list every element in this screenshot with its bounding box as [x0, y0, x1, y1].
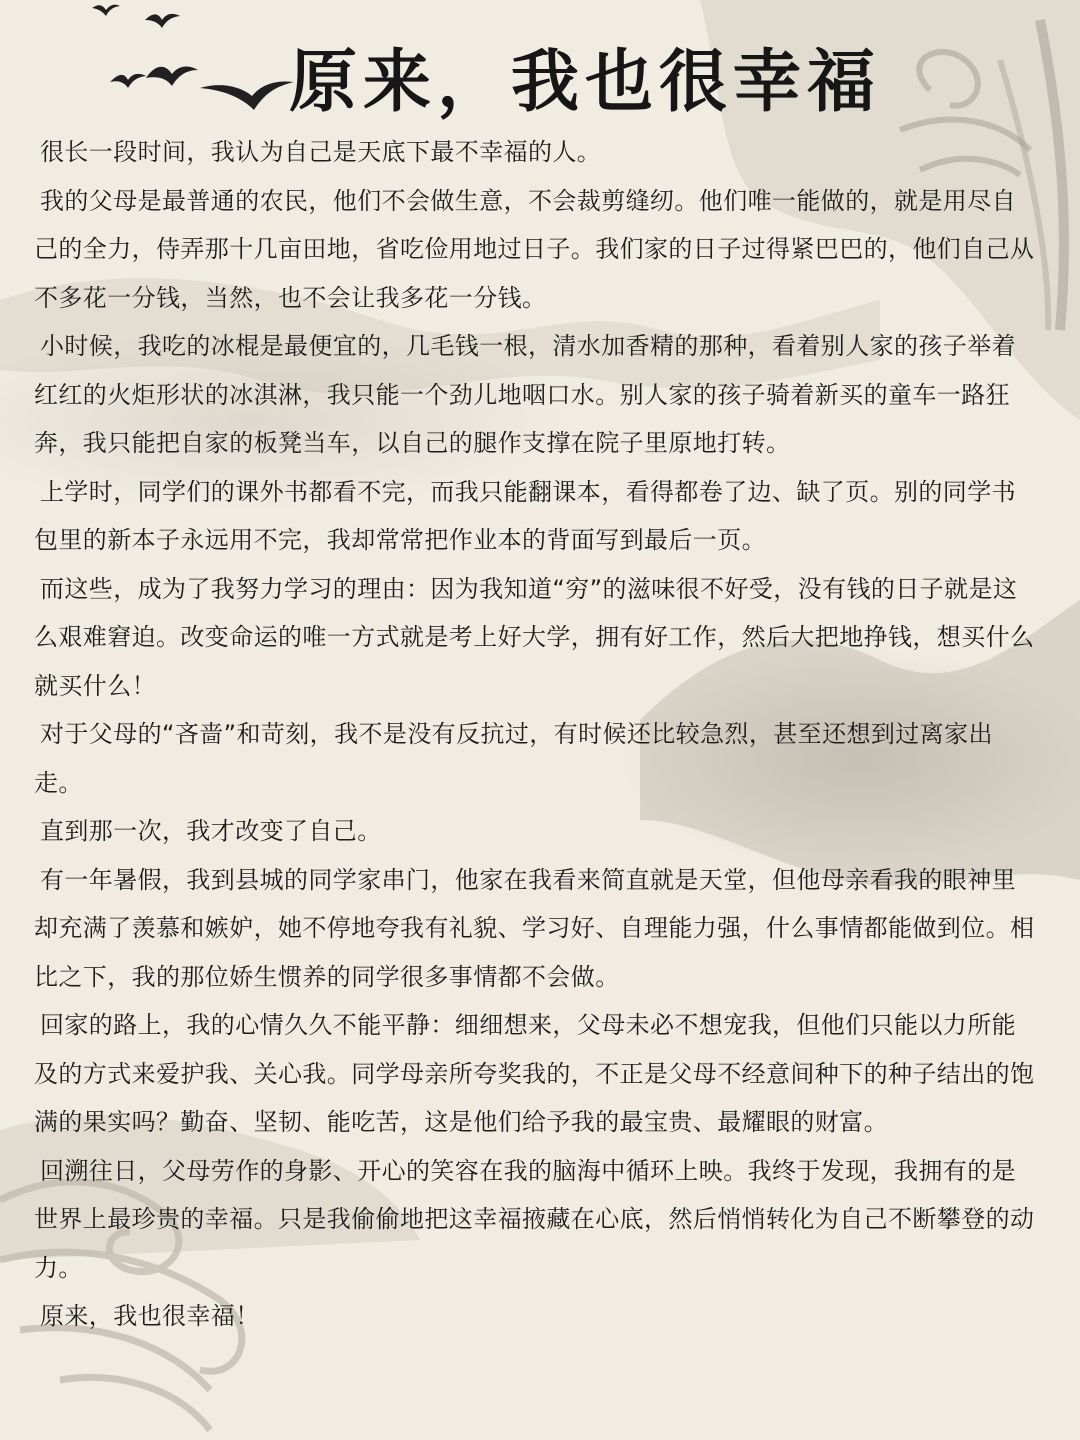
article-body [34, 128, 1040, 1341]
paragraph: 很长一段时间，我认为自己是天底下最不幸福的人。 [40, 138, 602, 166]
page-title: 原来，我也很幸福 [288, 42, 881, 122]
paragraph: 对于父母的“吝啬”和苛刻，我不是没有反抗过，有时候还比较急烈，甚至还想到过离家出走。 [34, 720, 993, 797]
paragraph: 小时候，我吃的冰棍是最便宜的，几毛钱一根，清水加香精的那种，看着别人家的孩子举着红红的火炬形状的冰淇淋，我只能一个劲儿地咽口水。别人家的孩子骑着新买的童车一路狂奔，我只能把自家的板凳当车，以自己的腿作支撑在院子里原地打转。 [34, 332, 1016, 457]
paragraph: 回溯往日，父母劳作的身影、开心的笑容在我的脑海中循环上映。我终于发现，我拥有的是世界上最珍贵的幸福。只是我偷偷地把这幸福掖藏在心底，然后悄悄转化为自己不断攀登的动力。 [34, 1156, 1035, 1282]
paragraph: 回家的路上，我的心情久久不能平静：细细想来，父母未必不想宠我，但他们只能以力所能及的方式来爱护我、关心我。同学母亲所夸奖我的，不正是父母不经意间种下的种子结出的饱满的果实吗？勤奋、坚韧、能吃苦，这是他们给予我的最宝贵、最耀眼的财富。 [34, 1011, 1035, 1136]
paragraph: 有一年暑假，我到县城的同学家串门，他家在我看来简直就是天堂，但他母亲看我的眼神里却充满了羡慕和嫉妒，她不停地夸我有礼貌、学习好、自理能力强，什么事情都能做到位。相比之下，我的那位娇生惯养的同学很多事情都不会做。 [34, 865, 1035, 991]
paragraph: 而这些，成为了我努力学习的理由：因为我知道“穷”的滋味很不好受，没有钱的日子就是这么艰难窘迫。改变命运的唯一方式就是考上好大学，拥有好工作，然后大把地挣钱，想买什么就买什么！ [34, 574, 1035, 700]
paragraph: 直到那一次，我才改变了自己。 [40, 817, 382, 845]
paragraph: 上学时，同学们的课外书都看不完，而我只能翻课本，看得都卷了边、缺了页。别的同学书包里的新本子永远用不完，我却常常把作业本的背面写到最后一页。 [34, 477, 1016, 554]
paragraph: 我的父母是最普通的农民，他们不会做生意，不会裁剪缝纫。他们唯一能做的，就是用尽自己的全力，侍弄那十几亩田地，省吃俭用地过日子。我们家的日子过得紧巴巴的，他们自己从不多花一分钱，当然，也不会让我多花一分钱。 [34, 186, 1035, 312]
paragraph: 原来，我也很幸福！ [40, 1302, 260, 1330]
